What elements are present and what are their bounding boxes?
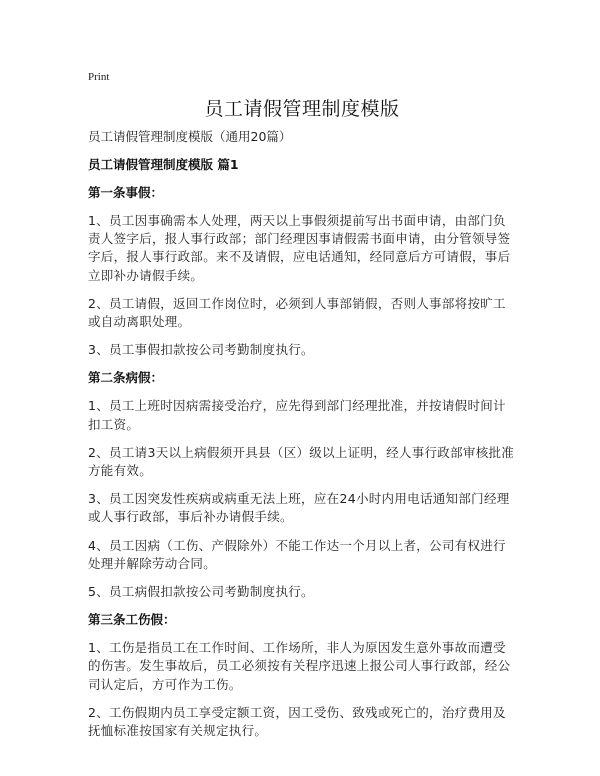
paragraph: 3、员工因突发性疾病或病重无法上班，应在24小时内用电话通知部门经理或人事行政部，事后补办请假手续。	[88, 491, 510, 525]
print-label[interactable]: Print	[88, 71, 110, 83]
section-personal-leave	[88, 184, 516, 359]
part-heading: 员工请假管理制度模版 篇1	[88, 157, 239, 172]
paragraph: 2、工伤假期内员工享受定额工资，因工受伤、致残或死亡的，治疗费用及抚恤标准按国家有关规定执行。	[88, 704, 506, 739]
paragraph: 1、员工因事确需本人处理，两天以上事假须提前写出书面申请，由部门负责人签字后，报人事行政部；部门经理因事请假需书面申请，由分管领导签字后，报人事行政部。来不及请假，应电话通知，经同意后方可请假，事后立即补办请假手续。	[88, 213, 511, 283]
section-heading: 第二条病假：	[88, 370, 164, 386]
paragraph: 5、员工病假扣款按公司考勤制度执行。	[88, 584, 314, 600]
paragraph: 2、员工请3天以上病假须开具县（区）级以上证明，经人事行政部审核批准方能有效。	[88, 444, 515, 479]
paragraph: 4、员工因病（工伤、产假除外）不能工作达一个月以上者，公司有权进行处理并解除劳动合同。	[88, 537, 506, 571]
paragraph: 2、员工请假，返回工作岗位时，必须到人事部销假，否则人事部将按旷工或自动离职处理。	[88, 295, 506, 330]
section-sick-leave	[88, 369, 516, 601]
section-heading: 第一条事假：	[88, 185, 164, 200]
section-work-injury-leave	[88, 611, 516, 740]
section-heading: 第三条工伤假：	[88, 612, 176, 628]
paragraph: 3、员工事假扣款按公司考勤制度执行。	[88, 342, 314, 358]
document-title: 员工请假管理制度模版	[204, 98, 400, 120]
document-page	[88, 70, 516, 750]
document-subtitle: 员工请假管理制度模版（通用20篇）	[88, 129, 292, 144]
paragraph: 1、员工上班时因病需接受治疗，应先得到部门经理批准，并按请假时间计扣工资。	[88, 398, 506, 432]
paragraph: 1、工伤是指员工在工作时间、工作场所，非人为原因发生意外事故而遭受的伤害。发生事故后，员工必须按有关程序迅速上报公司人事行政部，经公司认定后，方可作为工伤。	[88, 640, 511, 692]
